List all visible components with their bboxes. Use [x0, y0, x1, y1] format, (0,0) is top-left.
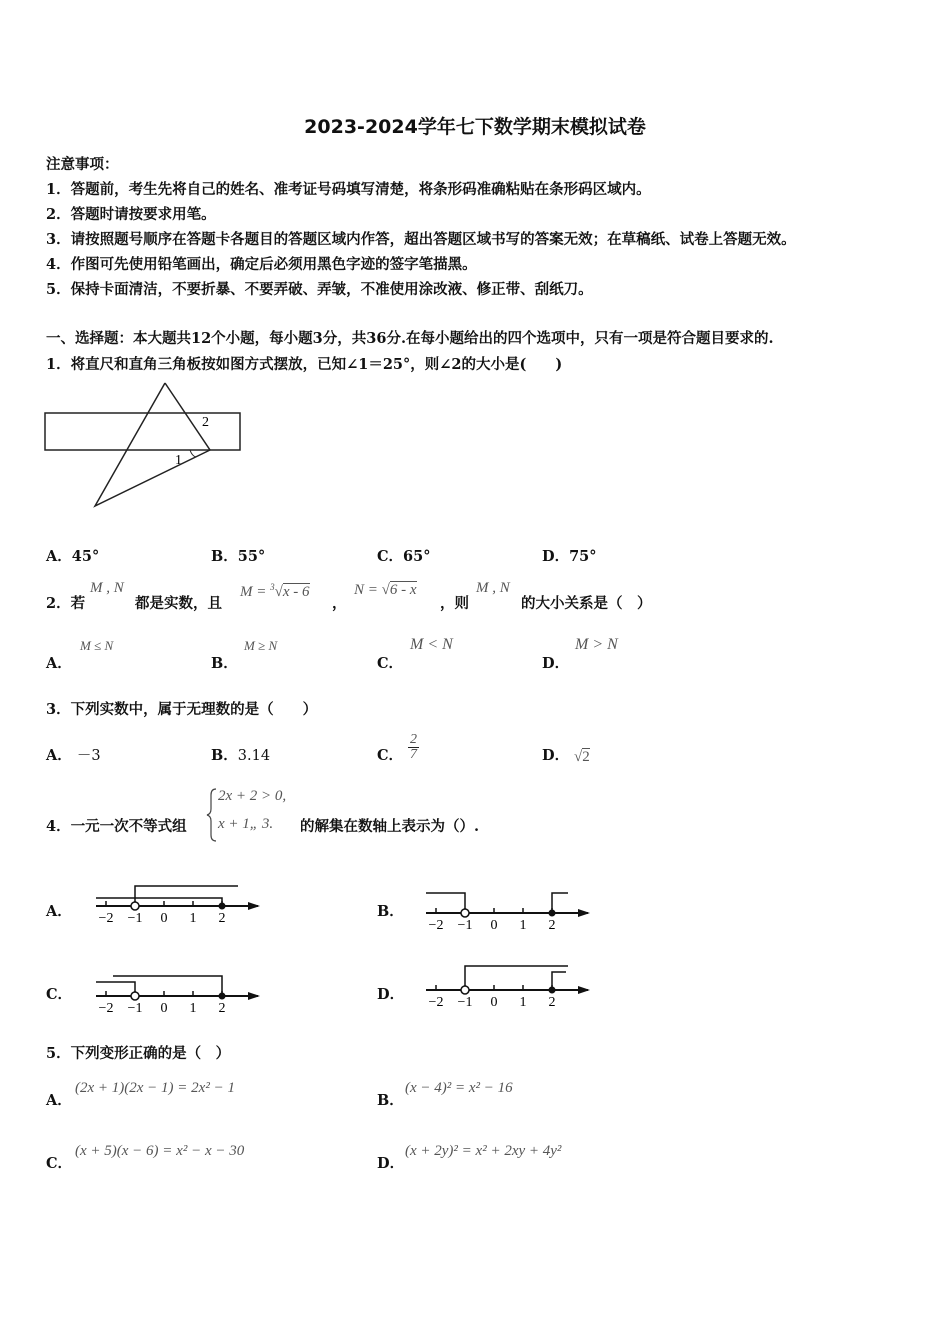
tick-label: −2: [428, 918, 444, 933]
tick-label: 2: [218, 911, 226, 926]
question-2-option-d-expr: M > N: [575, 636, 618, 653]
question-1-figure: [40, 378, 250, 513]
question-4-option-c-label: C．: [46, 986, 73, 1003]
number-line-a: [88, 878, 268, 928]
notice-heading: 注意事项：: [46, 156, 119, 173]
number-line-d: [418, 962, 598, 1012]
n-expression: [354, 582, 417, 599]
n-radicand: 6 - x: [389, 582, 417, 598]
tick-label: 1: [519, 918, 527, 933]
option-label: D．: [542, 548, 570, 565]
option-text: －3: [76, 748, 101, 764]
tick-label: −1: [457, 918, 473, 933]
mn-expression: M , N: [476, 580, 510, 596]
question-2-stem-end: 的大小关系是（ ）: [521, 595, 652, 612]
notice-item: 5．保持卡面清洁，不要折暴、不要弄破、弄皱，不准使用涂改液、修正带、刮纸刀。: [46, 281, 593, 298]
question-3-option-a: [46, 744, 101, 765]
tick-label: 0: [490, 918, 498, 933]
question-3-option-c-label: C．: [377, 747, 404, 764]
option-label: B．: [211, 747, 238, 764]
angle-1-arc: [190, 450, 196, 457]
page-title: 2023-2024学年七下数学期末模拟试卷: [304, 116, 646, 138]
solution-bracket: [465, 966, 568, 990]
notice-item: 3．请按照题号顺序在答题卡各题目的答题区域内作答，超出答题区域书写的答案无效；在草稿纸、试卷上答题无效。: [46, 231, 796, 248]
system-brace: [206, 787, 218, 843]
option-text: 45°: [71, 548, 100, 565]
tick-label: 2: [548, 995, 556, 1010]
question-1-stem: 1．将直尺和直角三角板按如图方式摆放，已知∠1＝25°，则∠2的大小是( ): [46, 356, 563, 373]
question-5-option-d-label: D．: [377, 1155, 405, 1172]
question-1-option-d: [542, 545, 597, 566]
question-1-option-a: [46, 545, 99, 566]
open-point: [461, 986, 469, 994]
option-text: 3.14: [237, 748, 271, 764]
triangle-shape: [95, 383, 210, 506]
question-4-option-a-label: A．: [46, 903, 72, 920]
question-2-option-a-label: A．: [46, 655, 72, 672]
tick-label: −2: [98, 1001, 114, 1016]
number-line-b: [418, 885, 598, 935]
tick-label: 2: [218, 1001, 226, 1016]
closed-point: [219, 993, 226, 1000]
option-label: A．: [46, 747, 72, 764]
question-2-stem-start: 2．若: [46, 595, 86, 612]
axis-arrow: [578, 909, 590, 917]
question-5-option-c-label: C．: [46, 1155, 73, 1172]
sqrt-two: [574, 749, 590, 766]
axis-arrow: [248, 902, 260, 910]
question-5-option-a-label: A．: [46, 1092, 72, 1109]
radical-sign: √: [574, 749, 583, 765]
question-1-option-b: [211, 545, 265, 566]
question-2-option-c-label: C．: [377, 655, 404, 672]
tick-label: 0: [490, 995, 498, 1010]
tick-label: −1: [127, 1001, 143, 1016]
question-4-option-b-label: B．: [377, 903, 404, 920]
closed-point: [549, 910, 556, 917]
n-lhs: N =: [354, 582, 378, 598]
closed-point: [549, 987, 556, 994]
question-4-stem-end: 的解集在数轴上表示为（）.: [300, 818, 480, 835]
section-heading: 一、选择题：本大题共12个小题，每小题3分，共36分.在每小题给出的四个选项中，只有一项是符合题目要求的.: [46, 330, 774, 347]
question-5-option-a-expr: (2x + 1)(2x − 1) = 2x² − 1: [75, 1080, 235, 1096]
option-label: B．: [211, 548, 238, 565]
question-1-option-c: [377, 545, 430, 566]
question-4-stem-start: 4．一元一次不等式组: [46, 818, 187, 835]
axis-arrow: [248, 992, 260, 1000]
tick-label: 1: [519, 995, 527, 1010]
open-point: [131, 992, 139, 1000]
inequality-1: 2x + 2 > 0,: [218, 788, 287, 804]
tick-label: −2: [98, 911, 114, 926]
question-5-option-d-expr: (x + 2y)² = x² + 2xy + 4y²: [405, 1143, 562, 1159]
question-2-stem-then: ，则: [440, 595, 469, 612]
question-5-option-b-expr: (x − 4)² = x² − 16: [405, 1080, 513, 1096]
radical-sign: √: [274, 584, 283, 600]
solution-bracket: [96, 886, 238, 906]
question-4-option-d-label: D．: [377, 986, 405, 1003]
notice-item: 1．答题前，考生先将自己的姓名、准考证号码填写清楚，将条形码准确粘贴在条形码区域内。: [46, 181, 651, 198]
option-text: 55°: [237, 548, 266, 565]
tick-label: −2: [428, 995, 444, 1010]
fraction-two-sevenths: [408, 733, 419, 762]
question-5-stem: 5．下列变形正确的是（ ）: [46, 1045, 231, 1062]
inequality-2: x + 1„ 3.: [218, 816, 274, 832]
fraction-numerator: 2: [410, 732, 417, 747]
radicand: 2: [582, 749, 590, 765]
number-line-c: [88, 968, 268, 1018]
m-expression: [240, 582, 310, 601]
question-2-option-b-expr: M ≥ N: [244, 638, 278, 653]
question-2-option-b-label: B．: [211, 655, 238, 672]
m-lhs: M =: [240, 584, 267, 600]
notice-item: 2．答题时请按要求用笔。: [46, 206, 216, 223]
question-3-stem: 3．下列实数中，属于无理数的是（ ）: [46, 701, 318, 718]
fraction-denominator: 7: [410, 747, 417, 762]
angle-2-label: 2: [202, 415, 209, 430]
tick-label: 1: [189, 1001, 197, 1016]
tick-label: −1: [127, 911, 143, 926]
axis-arrow: [578, 986, 590, 994]
question-2-option-c-expr: M < N: [410, 636, 453, 653]
comma: ，: [332, 595, 347, 612]
option-label: C．: [377, 548, 404, 565]
tick-label: −1: [457, 995, 473, 1010]
notice-item: 4．作图可先使用铅笔画出，确定后必须用黑色字迹的签字笔描黑。: [46, 256, 477, 273]
option-label: A．: [46, 548, 72, 565]
option-text: 65°: [403, 548, 431, 565]
question-3-option-d-label: D．: [542, 747, 570, 764]
mn-expression: M , N: [90, 580, 124, 596]
solution-bracket: [426, 893, 568, 913]
angle-1-label: 1: [175, 453, 182, 468]
question-5-option-c-expr: (x + 5)(x − 6) = x² − x − 30: [75, 1143, 245, 1159]
open-point: [131, 902, 139, 910]
radical-sign: √: [381, 582, 390, 598]
tick-label: 0: [160, 1001, 168, 1016]
question-3-option-b: [211, 744, 270, 765]
tick-label: 2: [548, 918, 556, 933]
question-5-option-b-label: B．: [377, 1092, 404, 1109]
tick-label: 0: [160, 911, 168, 926]
question-2-option-d-label: D．: [542, 655, 570, 672]
closed-point: [219, 903, 226, 910]
option-text: 75°: [569, 548, 597, 565]
question-2-option-a-expr: M ≤ N: [80, 638, 114, 653]
ruler-shape: [45, 413, 240, 450]
solution-bracket: [96, 976, 222, 996]
m-radicand: x - 6: [282, 584, 310, 600]
question-2-stem-mid: 都是实数，且: [135, 595, 222, 612]
cube-root-index: 3: [270, 582, 275, 592]
open-point: [461, 909, 469, 917]
tick-label: 1: [189, 911, 197, 926]
